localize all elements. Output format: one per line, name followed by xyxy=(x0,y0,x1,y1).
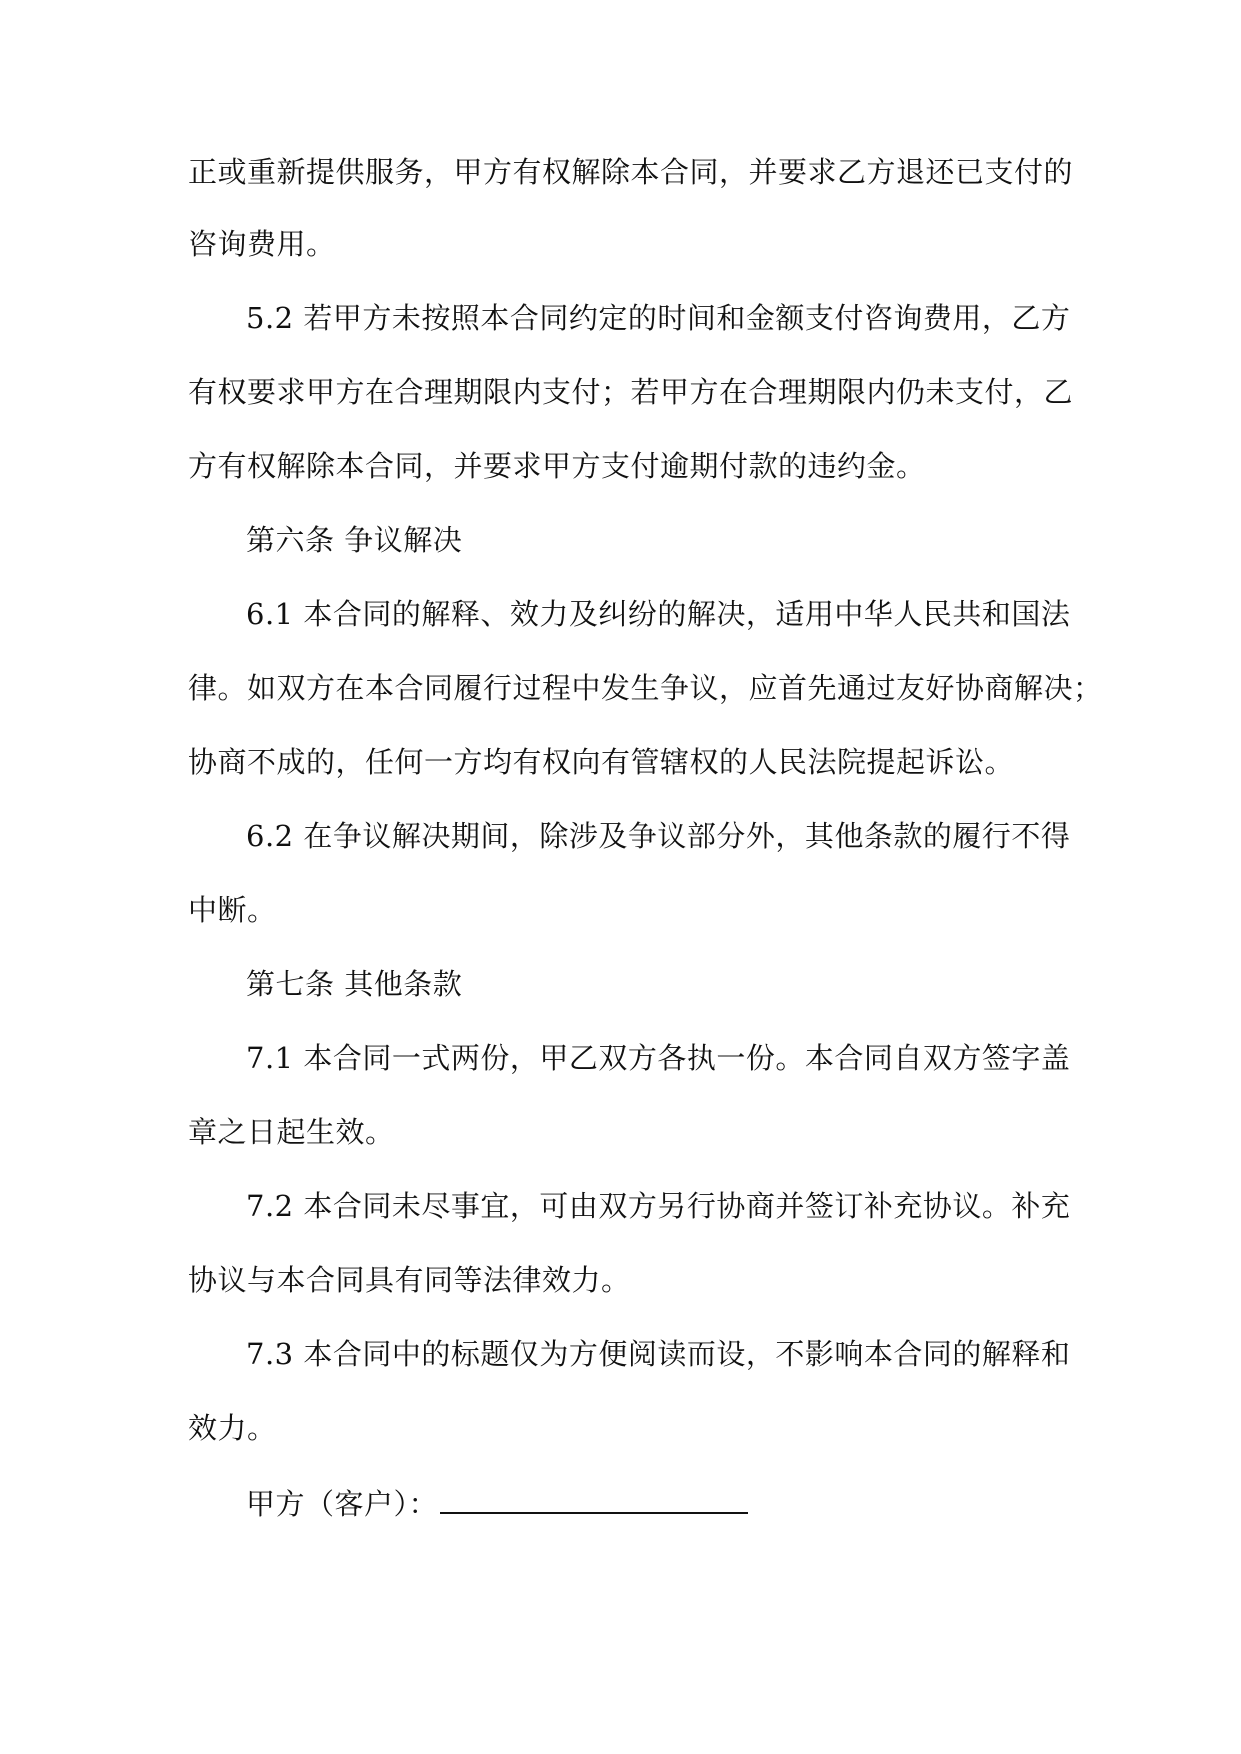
paragraph-line: 咨询费用。 xyxy=(188,227,336,261)
article-6-heading: 第六条 争议解决 xyxy=(246,523,463,557)
paragraph-line: 中断。 xyxy=(188,893,277,927)
article-7-heading: 第七条 其他条款 xyxy=(246,967,463,1001)
clause-7-3-line: 7.3 本合同中的标题仅为方便阅读而设，不影响本合同的解释和 xyxy=(246,1337,1071,1371)
paragraph-line: 有权要求甲方在合理期限内支付；若甲方在合理期限内仍未支付，乙 xyxy=(188,375,1074,409)
paragraph-line: 章之日起生效。 xyxy=(188,1115,395,1149)
party-a-signature-blank[interactable] xyxy=(440,1482,748,1514)
paragraph-line: 方有权解除本合同，并要求甲方支付逾期付款的违约金。 xyxy=(188,449,926,483)
paragraph-line: 正或重新提供服务，甲方有权解除本合同，并要求乙方退还已支付的 xyxy=(188,155,1074,189)
party-a-signature-label: 甲方（客户）： xyxy=(246,1487,439,1521)
clause-5-2-line: 5.2 若甲方未按照本合同约定的时间和金额支付咨询费用，乙方 xyxy=(246,301,1071,335)
paragraph-line: 效力。 xyxy=(188,1411,277,1445)
party-a-signature-line xyxy=(246,1482,1053,1524)
paragraph-line: 律。如双方在本合同履行过程中发生争议，应首先通过友好协商解决； xyxy=(188,671,1103,705)
paragraph-line: 协议与本合同具有同等法律效力。 xyxy=(188,1263,631,1297)
clause-6-2-line: 6.2 在争议解决期间，除涉及争议部分外，其他条款的履行不得 xyxy=(246,819,1071,853)
clause-7-1-line: 7.1 本合同一式两份，甲乙双方各执一份。本合同自双方签字盖 xyxy=(246,1041,1071,1075)
clause-7-2-line: 7.2 本合同未尽事宜，可由双方另行协商并签订补充协议。补充 xyxy=(246,1189,1071,1223)
paragraph-line: 协商不成的，任何一方均有权向有管辖权的人民法院提起诉讼。 xyxy=(188,745,1015,779)
clause-6-1-line: 6.1 本合同的解释、效力及纠纷的解决，适用中华人民共和国法 xyxy=(246,597,1071,631)
